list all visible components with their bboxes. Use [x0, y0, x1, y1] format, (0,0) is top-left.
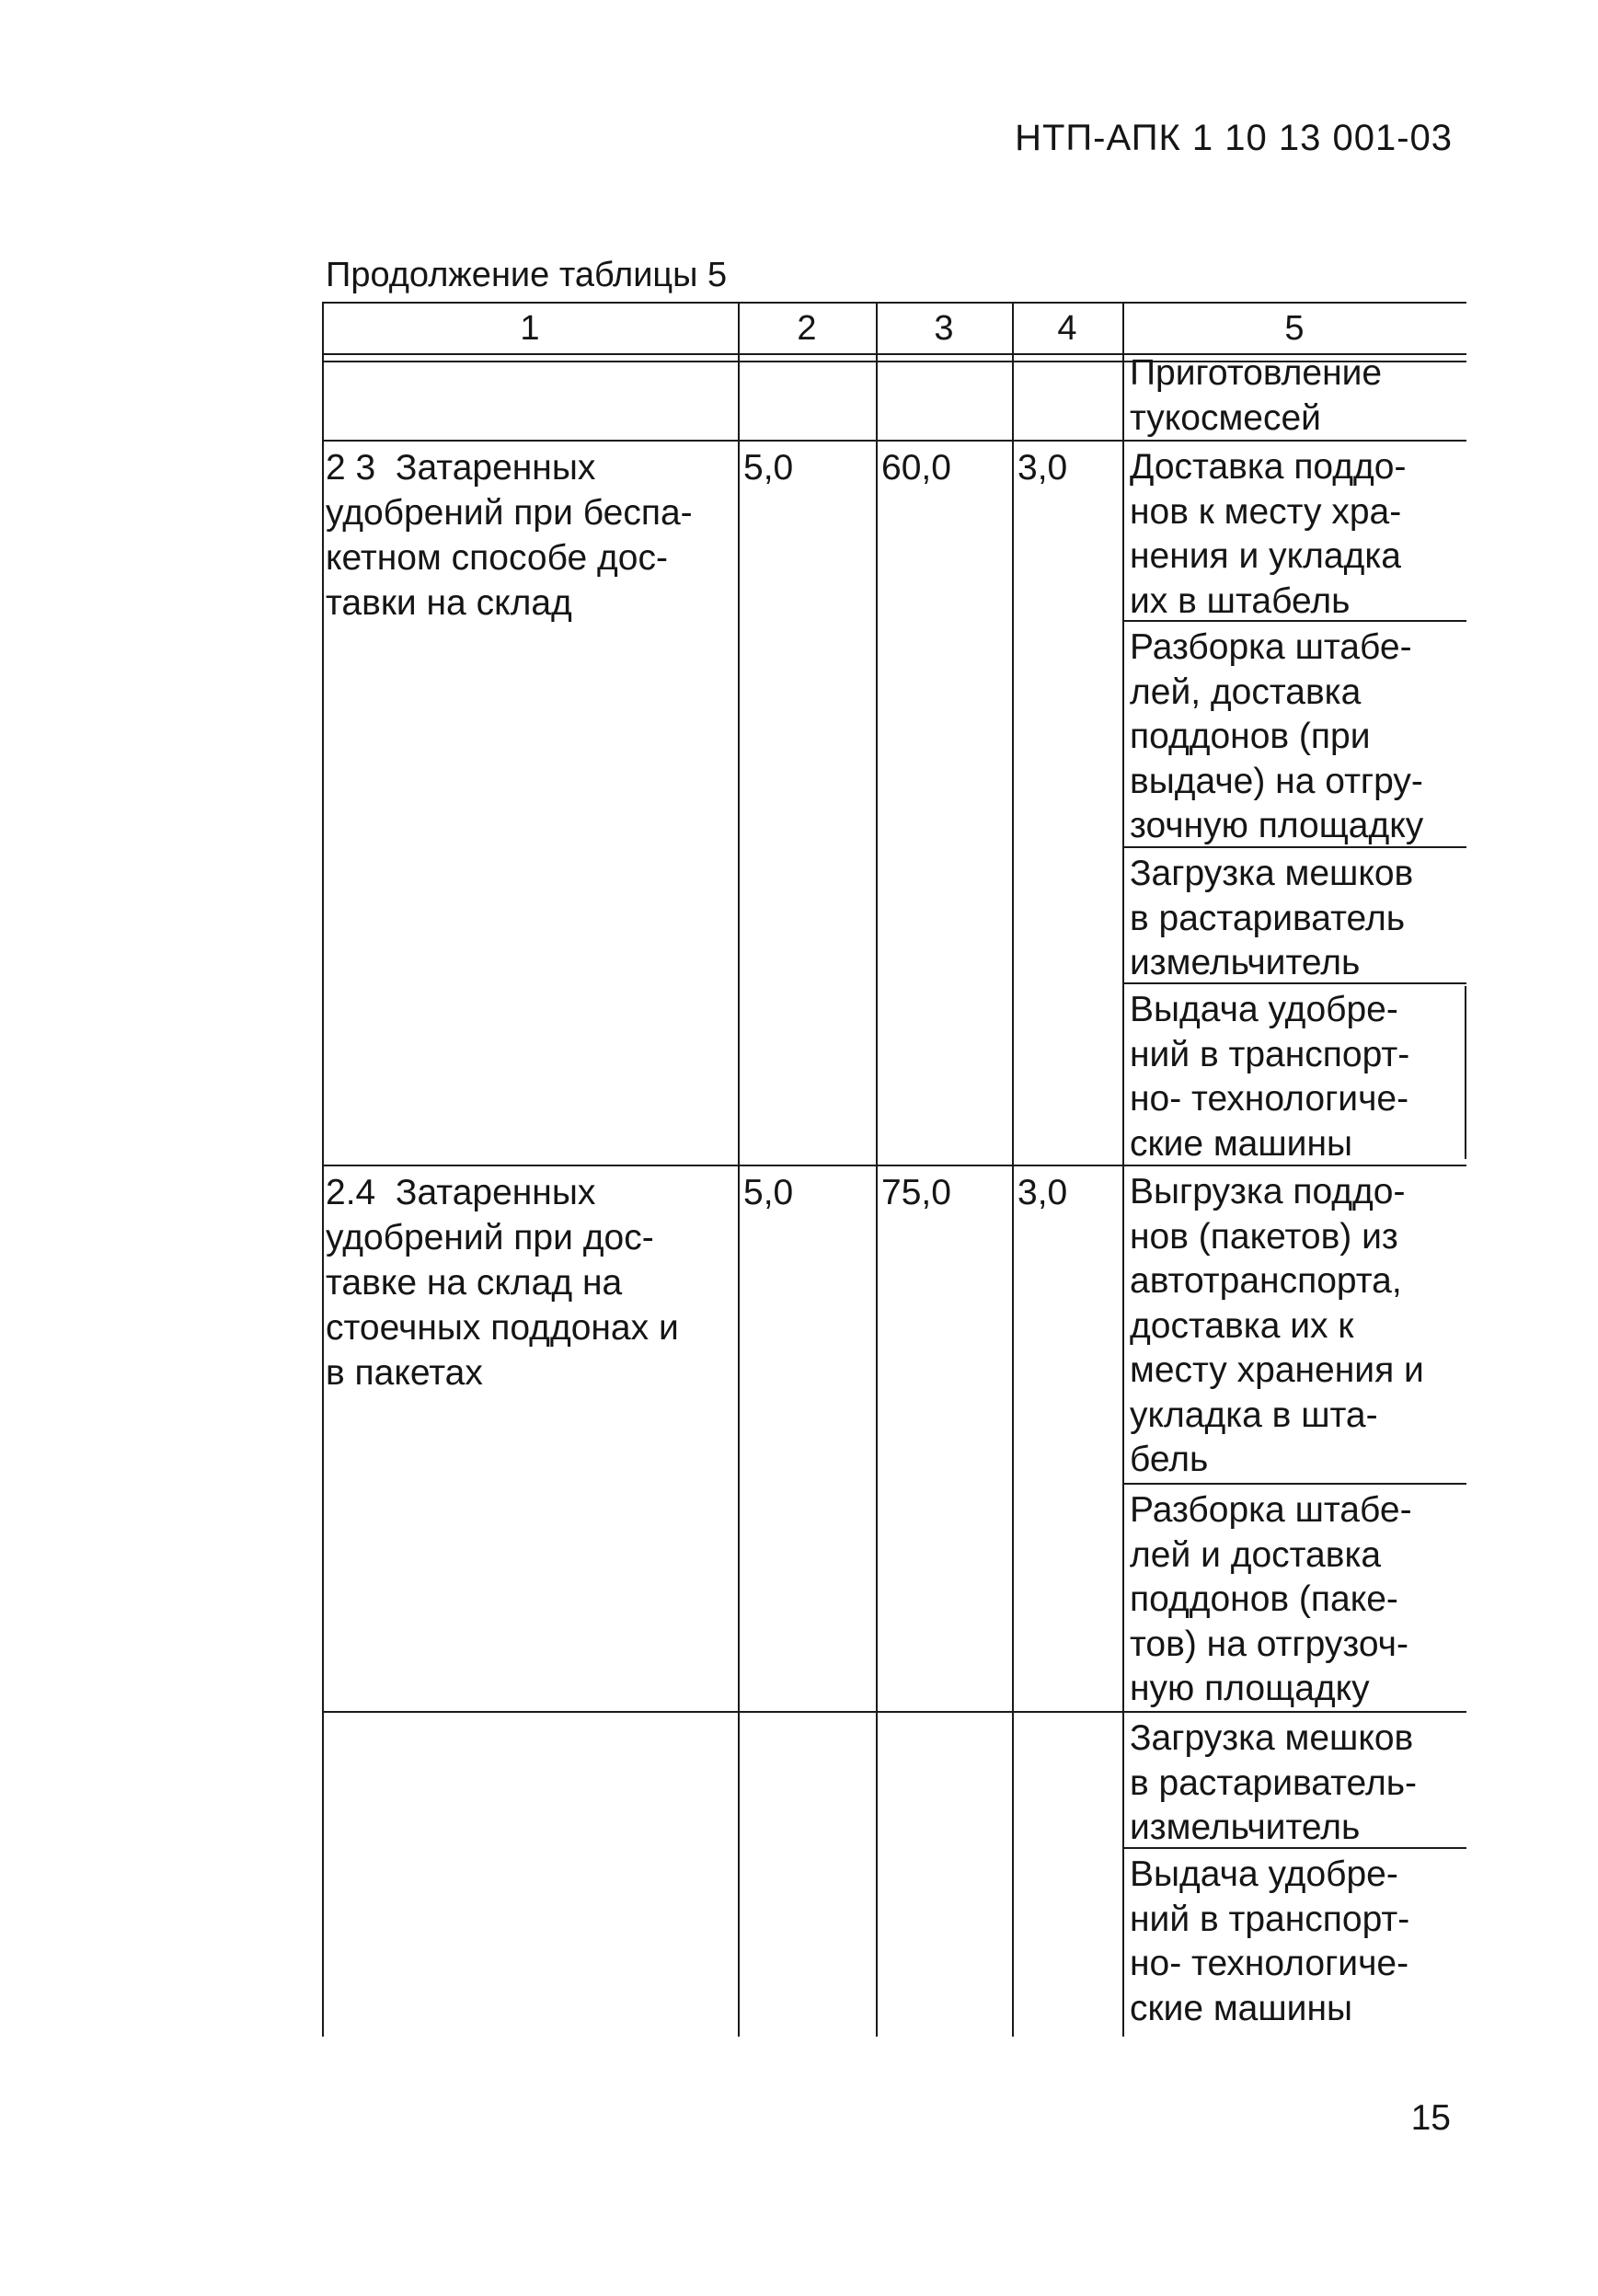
row-2-col4: 3,0: [1017, 1173, 1068, 1212]
column-divider-3: [876, 302, 878, 2037]
row-2-name: 2.4 Затаренных удобрений при дос- тавке на склад на стоечных поддонах и в пакетах: [326, 1173, 679, 1393]
row-0-operation-1: Приготовление тукосмесей: [1130, 353, 1383, 438]
table-border-right-part-1: [1465, 986, 1466, 1159]
row-1-operation-3: Загрузка мешков в растариватель измельчитель: [1130, 854, 1414, 982]
row-1-col3: 60,0: [881, 448, 951, 488]
row-2-operation-2: Разборка штабе- лей и доставка поддонов (паке- тов) на отгрузоч- ную площадку: [1130, 1490, 1412, 1708]
row-3-operation-2: Выдача удобре- ний в транспорт- но- технологиче- ские машины: [1130, 1854, 1410, 2028]
table-border-left: [322, 302, 324, 2037]
header-col-3: 3: [934, 309, 954, 348]
row-1-name: 2 3 Затаренных удобрений при беспа- кетном способе дос- тавки на склад: [326, 448, 693, 623]
table-caption: Продолжение таблицы 5: [326, 256, 728, 294]
row-2-col2: 5,0: [743, 1173, 794, 1212]
column-divider-4: [1012, 302, 1014, 2037]
row-3-operation-1: Загрузка мешков в растариватель- измельчитель: [1130, 1718, 1418, 1847]
header-col-2: 2: [797, 309, 817, 348]
column-divider-5: [1122, 302, 1124, 2037]
row-1-operation-2: Разборка штабе- лей, доставка поддонов (при выдаче) на отгру- зочную площадку: [1130, 627, 1424, 845]
row-1-col4: 3,0: [1017, 448, 1068, 488]
row-2-col3: 75,0: [881, 1173, 951, 1212]
page-number: 15: [1410, 2098, 1451, 2138]
row-1-col2: 5,0: [743, 448, 794, 488]
header-col-1: 1: [520, 309, 540, 348]
header-col-5: 5: [1284, 309, 1305, 348]
column-divider-2: [738, 302, 740, 2037]
row-1-operation-1: Доставка поддо- нов к месту хра- нения и укладка их в штабель: [1130, 447, 1407, 621]
document-code: НТП-АПК 1 10 13 001-03: [1015, 118, 1453, 158]
row-2-operation-1: Выгрузка поддо- нов (пакетов) из автотранспорта, доставка их к месту хранения и укладка в шта- бель: [1130, 1172, 1424, 1479]
row-1-operation-4: Выдача удобре- ний в транспорт- но- технологиче- ские машины: [1130, 990, 1410, 1164]
operation-separator-4: [1122, 1483, 1466, 1485]
header-col-4: 4: [1057, 309, 1077, 348]
